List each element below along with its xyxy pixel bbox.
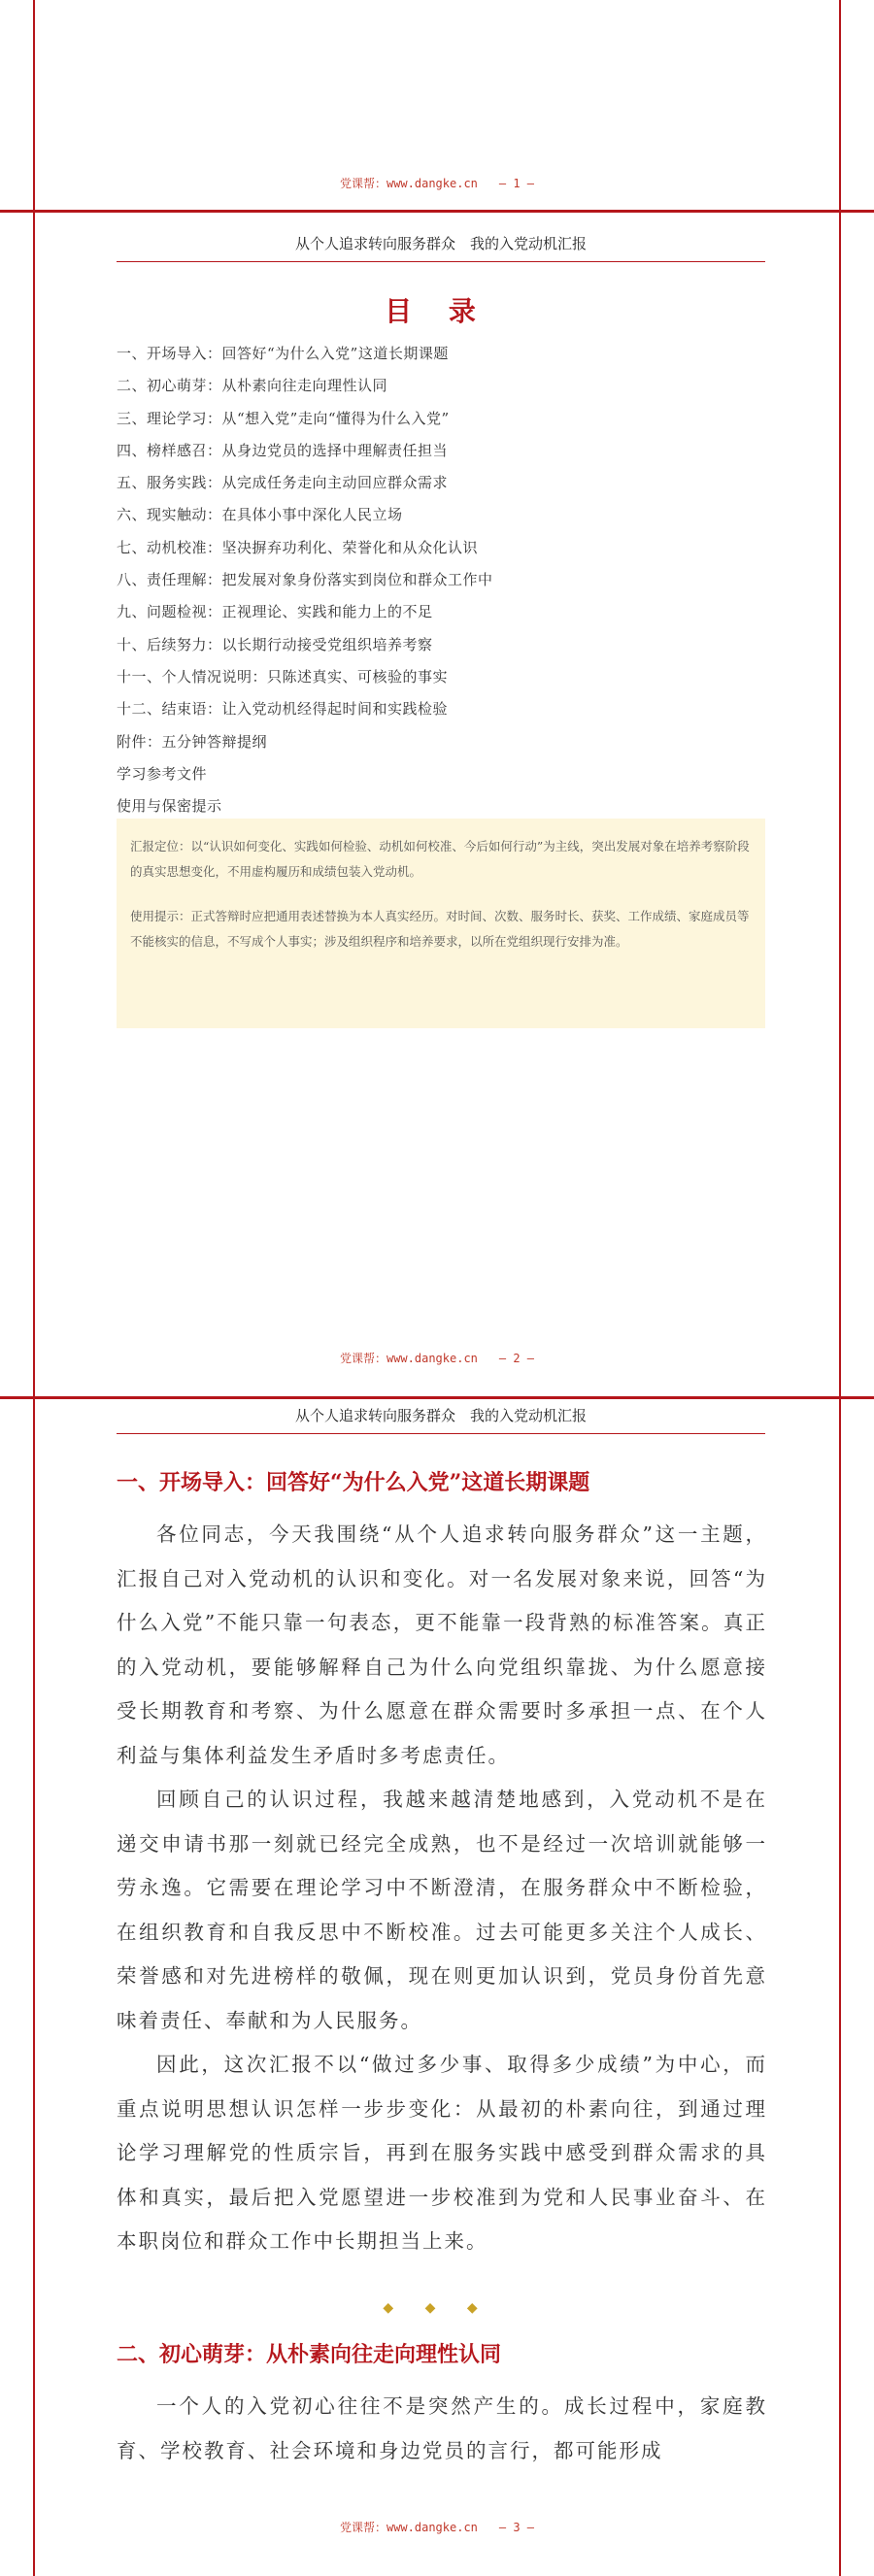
note-positioning: 汇报定位：以“认识如何变化、实践如何检验、动机如何校准、今后如何行动”为主线，突出发展对象在培养考察阶段的真实思想变化，不用虚构履历和成绩包装入党动机。 bbox=[130, 839, 750, 879]
section-body bbox=[117, 1513, 767, 2264]
footer-site: 党课帮：www.dangke.cn bbox=[339, 2521, 478, 2534]
page-header: 从个人追求转向服务群众 我的入党动机汇报 bbox=[117, 233, 765, 262]
toc-item[interactable]: 十、后续努力：以长期行动接受党组织培养考察 bbox=[117, 635, 433, 653]
page-footer-3 bbox=[0, 2519, 874, 2535]
paragraph: 因此，这次汇报不以“做过多少事、取得多少成绩”为中心，而重点说明思想认识怎样一步步变化：从最初的朴素向往，到通过理论学习理解党的性质宗旨，再到在服务实践中感受到群众需求的具体和真实，最后把入党愿望进一步校准到为党和人民事业奋斗、在本职岗位和群众工作中长期担当上来。 bbox=[117, 2053, 767, 2253]
toc-item[interactable]: 十一、个人情况说明：只陈述真实、可核验的事实 bbox=[117, 667, 449, 686]
paragraph: 回顾自己的认识过程，我越来越清楚地感到，入党动机不是在递交申请书那一刻就已经完全成熟，也不是经过一次培训就能够一劳永逸。它需要在理论学习中不断澄清，在服务群众中不断检验，在组织教育和自我反思中不断校准。过去可能更多关注个人成长、荣誉感和对先进榜样的敬佩，现在则更加认识到，党员身份首先意味着责任、奉献和为人民服务。 bbox=[117, 1788, 767, 2032]
section-body bbox=[117, 2385, 767, 2473]
toc-item[interactable]: 一、开场导入：回答好“为什么入党”这道长期课题 bbox=[117, 345, 449, 362]
table-of-contents bbox=[117, 338, 777, 822]
note-usage: 使用提示：正式答辩时应把通用表述替换为本人真实经历。对时间、次数、服务时长、获奖、工作成绩、家庭成员等不能核实的信息，不写成个人事实；涉及组织程序和培养要求，以所在党组织现行安排为准。 bbox=[130, 909, 750, 949]
page-number: — 3 — bbox=[498, 2521, 535, 2534]
toc-item[interactable]: 二、初心萌芽：从朴素向往走向理性认同 bbox=[117, 377, 388, 395]
page-divider-1 bbox=[0, 210, 874, 213]
page-number: — 2 — bbox=[498, 1352, 535, 1365]
section-heading: 二、初心萌芽：从朴素向往走向理性认同 bbox=[117, 2342, 502, 2367]
page-footer-2 bbox=[0, 1350, 874, 1366]
toc-item[interactable]: 附件：五分钟答辩提纲 bbox=[117, 732, 268, 751]
section-divider: ◆ ◆ ◆ bbox=[383, 2300, 491, 2316]
toc-item[interactable]: 七、动机校准：坚决摒弃功利化、荣誉化和从众化认识 bbox=[117, 538, 479, 556]
toc-item[interactable]: 学习参考文件 bbox=[117, 764, 208, 783]
footer-site: 党课帮：www.dangke.cn bbox=[339, 177, 478, 190]
paragraph: 各位同志，今天我围绕“从个人追求转向服务群众”这一主题，汇报自己对入党动机的认识和变化。对一名发展对象来说，回答“为什么入党”不能只靠一句表态，更不能靠一段背熟的标准答案。真正的入党动机，要能够解释自己为什么向党组织靠拢、为什么愿意接受长期教育和考察、为什么愿意在群众需要时多承担一点、在个人利益与集体利益发生矛盾时多考虑责任。 bbox=[117, 1522, 767, 1767]
toc-item[interactable]: 五、服务实践：从完成任务走向主动回应群众需求 bbox=[117, 474, 449, 492]
toc-item[interactable]: 九、问题检视：正视理论、实践和能力上的不足 bbox=[117, 603, 433, 621]
toc-item[interactable]: 六、现实触动：在具体小事中深化人民立场 bbox=[117, 506, 403, 524]
page-number: — 1 — bbox=[498, 177, 535, 190]
page-divider-2 bbox=[0, 1396, 874, 1399]
toc-item[interactable]: 四、榜样感召：从身边党员的选择中理解责任担当 bbox=[117, 441, 449, 459]
toc-item[interactable]: 八、责任理解：把发展对象身份落实到岗位和群众工作中 bbox=[117, 571, 493, 589]
footer-site: 党课帮：www.dangke.cn bbox=[339, 1352, 478, 1365]
toc-item[interactable]: 使用与保密提示 bbox=[117, 797, 222, 816]
section-heading: 一、开场导入：回答好“为什么入党”这道长期课题 bbox=[117, 1470, 590, 1495]
page-footer-1 bbox=[0, 175, 874, 191]
toc-item[interactable]: 三、理论学习：从“想入党”走向“懂得为什么入党” bbox=[117, 409, 450, 427]
page-header: 从个人追求转向服务群众 我的入党动机汇报 bbox=[117, 1405, 765, 1434]
usage-note-box bbox=[117, 819, 765, 1028]
paragraph: 一个人的入党初心往往不是突然产生的。成长过程中，家庭教育、学校教育、社会环境和身边党员的言行，都可能形成 bbox=[117, 2394, 767, 2462]
toc-item[interactable]: 十二、结束语：让入党动机经得起时间和实践检验 bbox=[117, 700, 449, 719]
toc-title: 目 录 bbox=[385, 295, 489, 327]
